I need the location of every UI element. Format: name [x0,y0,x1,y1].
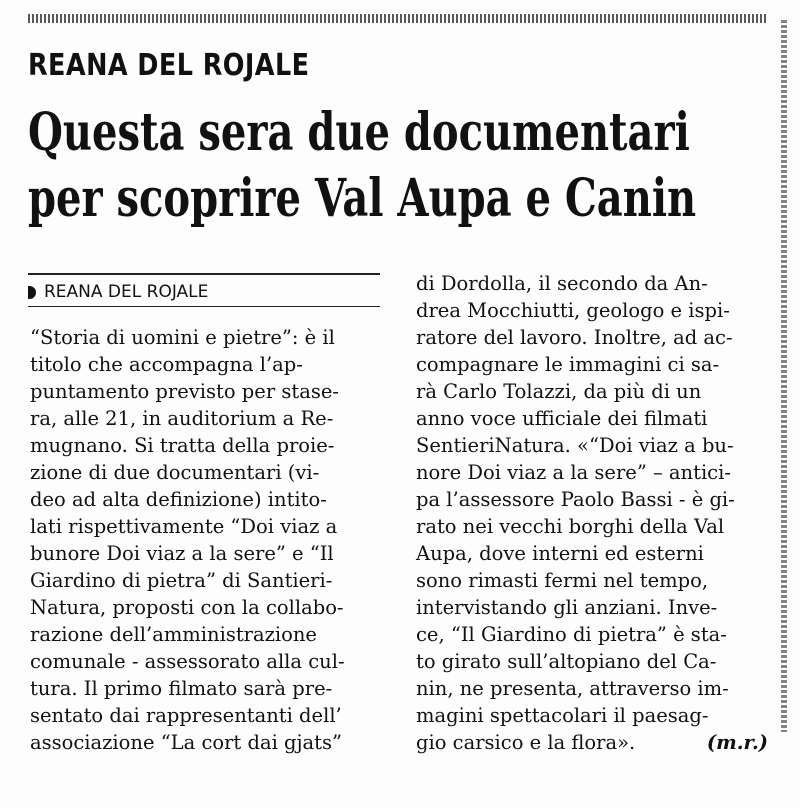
dateline-text: REANA DEL ROJALE [44,282,209,302]
author-signature: (m.r.) [706,731,768,754]
text-line: associazione “La cort dai gjats” [30,731,342,754]
text-line: razione dell’amministrazione [30,623,317,646]
text-line: gio carsico e la flora». [416,731,636,754]
text-line: to girato sull’altopiano del Ca- [416,650,717,673]
text-line: titolo che accompagna l’ap- [30,353,303,376]
article-column-2 [416,270,768,756]
headline-line: per scoprire Val Aupa e Canin [28,168,697,229]
text-line: “Storia di uomini e pietre”: è il [30,326,335,349]
text-line: puntamento previsto per stase- [30,380,339,403]
text-line: pa l’assessore Paolo Bassi - è gi- [416,488,735,511]
dateline [28,280,208,304]
text-line: Natura, proposti con la collabo- [30,596,344,619]
text-line: zione di due documentari (vi- [30,461,320,484]
text-line: Aupa, dove interni ed esterni [416,542,704,565]
text-line: di Dordolla, il secondo da An- [416,272,708,295]
text-line: nore Doi viaz a la sere” – antici- [416,461,731,484]
text-line: rato nei vecchi borghi della Val [416,515,725,538]
text-line: magini spettacolari il paesag- [416,704,709,727]
text-line: rà Carlo Tolazzi, da più di un [416,380,702,403]
text-line: deo ad alta definizione) intito- [30,488,327,511]
text-line: tura. Il primo filmato sarà pre- [30,677,333,700]
text-line: bunore Doi viaz a la sere” e “Il [30,542,334,565]
section-kicker: REANA DEL ROJALE [28,48,310,83]
text-line: ra, alle 21, in auditorium a Re- [30,407,334,430]
text-line: Giardino di pietra” di Santieri- [30,569,333,592]
dateline-bottom-rule [28,306,380,307]
right-decorative-rule [781,20,787,732]
text-line: intervistando gli anziani. Inve- [416,596,718,619]
headline [28,100,721,232]
top-decorative-rule [28,14,768,23]
text-line: SentieriNatura. «“Doi viaz a bu- [416,434,734,457]
text-line: ce, “Il Giardino di pietra” è sta- [416,623,727,646]
dateline-top-rule [28,273,380,275]
text-line: nin, ne presenta, attraverso im- [416,677,729,700]
text-line: anno voce ufficiale dei filmati [416,407,708,430]
final-line [416,729,768,756]
text-line: ratore del lavoro. Inoltre, ad ac- [416,326,733,349]
text-line: comunale - assessorato alla cul- [30,650,345,673]
text-line: lati rispettivamente “Doi viaz a [30,515,338,538]
article-column-1 [30,324,380,756]
text-line: sono rimasti fermi nel tempo, [416,569,709,592]
text-line: compagnare le immagini ci sa- [416,353,720,376]
headline-line: Questa sera due documentari [28,102,690,163]
text-line: drea Mocchiutti, geologo e ispi- [416,299,730,322]
text-line: sentato dai rappresentanti dell’ [30,704,342,727]
dateline-marker-icon [28,286,36,299]
text-line: mugnano. Si tratta della proie- [30,434,335,457]
